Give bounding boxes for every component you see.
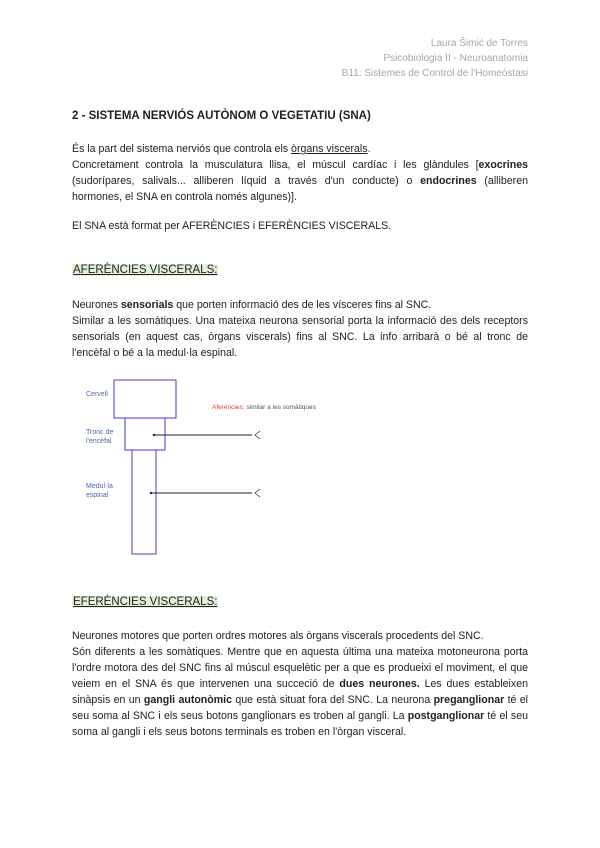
medulla-label-line2: espinal bbox=[86, 492, 109, 499]
cervell-label: Cervell bbox=[86, 391, 108, 398]
eferencies-text: Són diferents a les somàtiques. Mentre que en aquesta última una mateixa motoneurona porta l'ordre motora des del SNC fins al múscul esquelètic per a que es produeixi el moviment, el que veiem en el SNA és que intervenen una succeció de bbox=[72, 646, 528, 690]
organs-viscerals-term: òrgans viscerals bbox=[291, 143, 368, 155]
tronc-label-line1: Tronc de bbox=[86, 429, 114, 436]
intro-text: . bbox=[367, 143, 371, 155]
legend-aferencies: Aferències: bbox=[212, 404, 245, 411]
medulla-espinal-box bbox=[132, 450, 156, 554]
aferencies-heading: AFERÈNCIES VISCERALS: bbox=[73, 264, 218, 276]
intro-text: (sudorípares, salivals... alliberen líquid a través d'un conducte) o bbox=[72, 175, 421, 187]
aferencies-diagram bbox=[80, 372, 340, 560]
header-course: Psicobiologia II - Neuroanatomia bbox=[383, 53, 528, 64]
dues-neurones-term: dues neurones. bbox=[339, 678, 420, 690]
eferencies-text: té el seu soma al SNC i els seus botons ganglionars es troben al gangli. La bbox=[72, 694, 529, 722]
endocrines-term: endocrines bbox=[420, 175, 477, 187]
eferencies-heading: EFERÈNCIES VISCERALS: bbox=[73, 596, 218, 608]
diagram-legend bbox=[212, 404, 317, 411]
eferencies-paragraph bbox=[72, 628, 528, 740]
eferencies-text: que està situat fora del SNC. La neurona bbox=[232, 694, 434, 706]
tronc-label-line2: l'encèfal bbox=[86, 438, 112, 445]
header-author: Laura Šimić de Torres bbox=[430, 38, 528, 49]
eferencies-text: té el seu soma al gangli i els seus botons terminals es troben en l'òrgan visceral. bbox=[72, 710, 528, 738]
cervell-box bbox=[114, 380, 176, 418]
gangli-autonomic-term: gangli autonòmic bbox=[143, 694, 233, 706]
postganglionar-term: postganglionar bbox=[407, 710, 485, 722]
page-header bbox=[342, 36, 528, 81]
intro-text: Concretament controla la musculatura llisa, el múscul cardíac i les glàndules [ bbox=[72, 159, 479, 171]
sensorials-term: sensorials bbox=[120, 299, 174, 311]
medulla-label-line1: Medul·la bbox=[86, 483, 113, 490]
aferencies-text: Similar a les somàtiques. Una mateixa neurona sensorial porta la informació des dels receptors sensorials (en aquest cas, òrgans viscerals) fins al SNC. La info arribarà o bé al tronc de l'encèfal o bé a la medul·la espinal. bbox=[72, 315, 528, 359]
preganglionar-term: preganglionar bbox=[433, 694, 505, 706]
header-block: B11: Sistemes de Control de l'Homeòstasi bbox=[341, 68, 528, 79]
eferencies-text: Les dues estableixen sinàpsis en un bbox=[72, 678, 528, 706]
legend-similar: similar a les somàtiques bbox=[246, 404, 316, 411]
intro-text: (alliberen hormones, el SNA en controla només algunes)]. bbox=[72, 175, 528, 203]
receptor-icon bbox=[255, 489, 260, 497]
page-title: 2 - SISTEMA NERVIÓS AUTÒNOM O VEGETATIU (SNA) bbox=[72, 110, 371, 122]
tronc-encefal-box bbox=[125, 418, 165, 450]
tronc-synapse-dot bbox=[153, 434, 155, 436]
aferencies-text: que porten informació des de les vísceres fins al SNC. bbox=[173, 299, 432, 311]
eferencies-text: Neurones motores que porten ordres motores als òrgans viscerals procedents del SNC. bbox=[72, 630, 484, 642]
medulla-synapse-dot bbox=[150, 492, 152, 494]
intro-paragraph bbox=[72, 141, 528, 205]
exocrines-term: exocrines bbox=[478, 159, 528, 171]
sna-composition-text: El SNA està format per AFERÈNCIES i EFERÈNCIES VISCERALS. bbox=[72, 220, 392, 232]
receptor-icon bbox=[255, 431, 260, 439]
intro-text: És la part del sistema nerviós que controla els bbox=[72, 143, 292, 155]
aferencies-paragraph bbox=[72, 297, 528, 361]
aferencies-text: Neurones bbox=[72, 299, 121, 311]
